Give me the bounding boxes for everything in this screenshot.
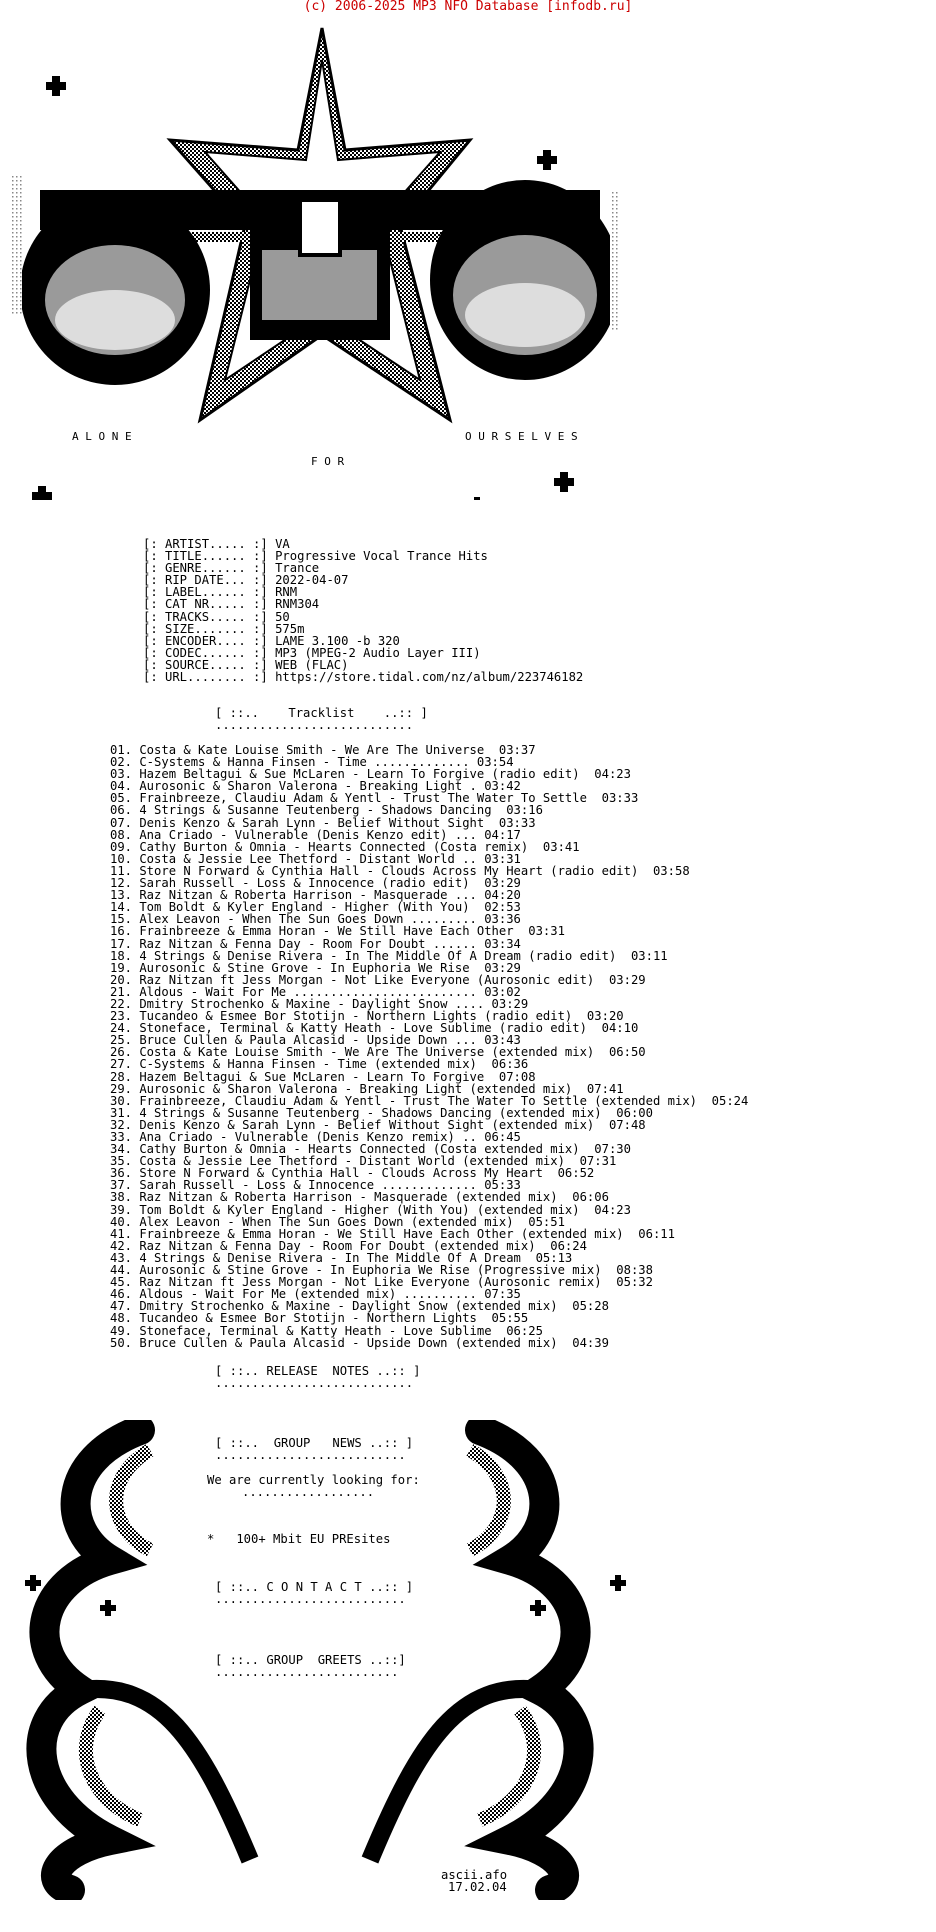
- track-row: 26. Costa & Kate Louise Smith - We Are The Universe (extended mix) 06:50: [110, 1045, 646, 1060]
- info-value: 575m: [275, 621, 305, 636]
- info-value: Trance: [275, 561, 320, 576]
- track-row: 13. Raz Nitzan & Roberta Harrison - Masquerade ... 04:20: [110, 888, 521, 903]
- info-value: Progressive Vocal Trance Hits: [275, 549, 488, 564]
- track-row: 02. C-Systems & Hanna Finsen - Time ............. 03:54: [110, 755, 514, 770]
- track-row: 05. Frainbreeze, Claudiu Adam & Yentl - Trust The Water To Settle 03:33: [110, 791, 639, 806]
- release-notes-header: [ ::.. RELEASE NOTES ..:: ]: [215, 1364, 421, 1378]
- track-row: 06. 4 Strings & Susanne Teutenberg - Shadows Dancing 03:16: [110, 803, 543, 818]
- track-row: 01. Costa & Kate Louise Smith - We Are The Universe 03:37: [110, 743, 536, 757]
- track-row: 08. Ana Criado - Vulnerable (Denis Kenzo edit) ... 04:17: [110, 827, 521, 842]
- info-value: https://store.tidal.com/nz/album/223746182: [275, 670, 584, 685]
- info-key: [: LABEL...... :]: [143, 585, 268, 600]
- track-row: 25. Bruce Cullen & Paula Alcasid - Upside Down ... 03:43: [110, 1033, 521, 1048]
- track-row: 37. Sarah Russell - Loss & Innocence ............. 05:33: [110, 1178, 521, 1193]
- track-row: 28. Hazem Beltagui & Sue McLaren - Learn To Forgive 07:08: [110, 1069, 536, 1084]
- info-key: [: TRACKS..... :]: [143, 609, 268, 624]
- looking-for-text: We are currently looking for:: [207, 1473, 420, 1487]
- info-key: [: CAT NR..... :]: [143, 597, 268, 612]
- track-row: 10. Costa & Jessie Lee Thetford - Distant World .. 03:31: [110, 851, 521, 866]
- track-row: 09. Cathy Burton & Omnia - Hearts Connected (Costa remix) 03:41: [110, 839, 580, 854]
- logo-word-alone: A L O N E: [72, 430, 132, 443]
- track-row: 35. Costa & Jessie Lee Thetford - Distant World (extended mix) 07:31: [110, 1154, 617, 1169]
- info-key: [: RIP DATE... :]: [143, 573, 268, 588]
- tracklist-header: [ ::.. Tracklist ..:: ]: [215, 706, 428, 720]
- track-row: 41. Frainbreeze & Emma Horan - We Still Have Each Other (extended mix) 06:11: [110, 1226, 675, 1241]
- track-row: 29. Aurosonic & Sharon Valerona - Breaking Light (extended mix) 07:41: [110, 1081, 624, 1096]
- track-row: 38. Raz Nitzan & Roberta Harrison - Masquerade (extended mix) 06:06: [110, 1190, 609, 1205]
- info-key: [: ENCODER.... :]: [143, 633, 268, 648]
- release-notes-rule: ...........................: [215, 1376, 414, 1390]
- info-row: [143, 671, 583, 683]
- track-row: 36. Store N Forward & Cynthia Hall - Clouds Across My Heart 06:52: [110, 1166, 595, 1181]
- track-row: 31. 4 Strings & Susanne Teutenberg - Shadows Dancing (extended mix) 06:00: [110, 1105, 653, 1120]
- info-value: LAME 3.100 -b 320: [275, 633, 400, 648]
- track-row: 48. Tucandeo & Esmee Bor Stotijn - Northern Lights 05:55: [110, 1311, 529, 1326]
- tracklist-rule: ...........................: [215, 718, 414, 732]
- release-info: [143, 538, 583, 683]
- track-row: 03. Hazem Beltagui & Sue McLaren - Learn To Forgive (radio edit) 04:23: [110, 767, 631, 782]
- track-row: 07. Denis Kenzo & Sarah Lynn - Belief Without Sight 03:33: [110, 815, 536, 830]
- info-value: RNM: [275, 585, 298, 600]
- track-row: 20. Raz Nitzan ft Jess Morgan - Not Like Everyone (Aurosonic edit) 03:29: [110, 972, 646, 987]
- track-row: 14. Tom Boldt & Kyler England - Higher (With You) 02:53: [110, 900, 521, 915]
- info-value: 2022-04-07: [275, 573, 349, 588]
- track-row: 22. Dmitry Strochenko & Maxine - Daylight Snow .... 03:29: [110, 996, 529, 1011]
- track-row: 11. Store N Forward & Cynthia Hall - Clouds Across My Heart (radio edit) 03:58: [110, 863, 690, 878]
- track-row: 33. Ana Criado - Vulnerable (Denis Kenzo remix) .. 06:45: [110, 1130, 521, 1144]
- group-news-rule: ..........................: [215, 1448, 406, 1462]
- track-row: 16. Frainbreeze & Emma Horan - We Still Have Each Other 03:31: [110, 924, 565, 939]
- info-key: [: GENRE...... :]: [143, 561, 268, 576]
- track-row: 40. Alex Leavon - When The Sun Goes Down (extended mix) 05:51: [110, 1214, 565, 1229]
- track-row: 19. Aurosonic & Stine Grove - In Euphoria We Rise 03:29: [110, 960, 521, 975]
- ascii-date: 17.02.04: [448, 1880, 507, 1894]
- info-value: MP3 (MPEG-2 Audio Layer III): [275, 645, 481, 660]
- looking-for-item: * 100+ Mbit EU PREsites: [207, 1532, 391, 1546]
- looking-for-rule: ..................: [242, 1485, 375, 1499]
- ascii-credit: ascii.afo: [441, 1868, 508, 1882]
- track-row: 32. Denis Kenzo & Sarah Lynn - Belief Without Sight (extended mix) 07:48: [110, 1117, 646, 1132]
- track-row: 42. Raz Nitzan & Fenna Day - Room For Doubt (extended mix) 06:24: [110, 1238, 587, 1253]
- track-row: 50. Bruce Cullen & Paula Alcasid - Upside Down (extended mix) 04:39: [110, 1335, 609, 1350]
- contact-header: [ ::.. C O N T A C T ..:: ]: [215, 1580, 414, 1594]
- track-row: 47. Dmitry Strochenko & Maxine - Daylight Snow (extended mix) 05:28: [110, 1299, 609, 1314]
- group-news-header: [ ::.. GROUP NEWS ..:: ]: [215, 1436, 414, 1450]
- info-key: [: TITLE...... :]: [143, 549, 268, 564]
- info-key: [: URL........ :]: [143, 670, 268, 685]
- track-row: 12. Sarah Russell - Loss & Innocence (radio edit) 03:29: [110, 876, 521, 891]
- track-row: 39. Tom Boldt & Kyler England - Higher (With You) (extended mix) 04:23: [110, 1202, 631, 1217]
- info-key: [: CODEC...... :]: [143, 645, 268, 660]
- tracklist: [110, 744, 748, 1349]
- track-row: 23. Tucandeo & Esmee Bor Stotijn - Northern Lights (radio edit) 03:20: [110, 1009, 624, 1024]
- contact-rule: ..........................: [215, 1592, 406, 1606]
- greets-header: [ ::.. GROUP GREETS ..::]: [215, 1653, 406, 1667]
- info-key: [: ARTIST..... :]: [143, 537, 268, 551]
- track-row: 15. Alex Leavon - When The Sun Goes Down ......... 03:36: [110, 912, 521, 927]
- logo-word-ourselves: O U R S E L V E S: [465, 430, 578, 443]
- track-row: 43. 4 Strings & Denise Rivera - In The Middle Of A Dream 05:13: [110, 1250, 573, 1265]
- track-row: 21. Aldous - Wait For Me ......................... 03:02: [110, 984, 521, 999]
- info-value: 50: [275, 609, 290, 624]
- track-row: 44. Aurosonic & Stine Grove - In Euphoria We Rise (Progressive mix) 08:38: [110, 1263, 653, 1278]
- info-key: [: SOURCE..... :]: [143, 657, 268, 672]
- track-row: 30. Frainbreeze, Claudiu Adam & Yentl - Trust The Water To Settle (extended mix) 05:24: [110, 1093, 749, 1108]
- info-value: WEB (FLAC): [275, 657, 349, 672]
- track-row: 18. 4 Strings & Denise Rivera - In The Middle Of A Dream (radio edit) 03:11: [110, 948, 668, 963]
- track-row: 49. Stoneface, Terminal & Katty Heath - Love Sublime 06:25: [110, 1323, 543, 1338]
- track-row: 04. Aurosonic & Sharon Valerona - Breaking Light . 03:42: [110, 779, 521, 794]
- track-row: 45. Raz Nitzan ft Jess Morgan - Not Like Everyone (Aurosonic remix) 05:32: [110, 1275, 653, 1290]
- greets-rule: .........................: [215, 1665, 399, 1679]
- track-row: 17. Raz Nitzan & Fenna Day - Room For Doubt ...... 03:34: [110, 936, 521, 951]
- info-value: VA: [275, 537, 290, 551]
- logo-word-for: F O R: [311, 455, 345, 468]
- logo-art: [0, 0, 700, 500]
- track-row: 46. Aldous - Wait For Me (extended mix) .......... 07:35: [110, 1287, 521, 1302]
- track-row: 34. Cathy Burton & Omnia - Hearts Connected (Costa extended mix) 07:30: [110, 1142, 631, 1157]
- track-row: 27. C-Systems & Hanna Finsen - Time (extended mix) 06:36: [110, 1057, 529, 1072]
- info-value: RNM304: [275, 597, 320, 612]
- site-header: (c) 2006-2025 MP3 NFO Database [infodb.ru]: [303, 0, 633, 14]
- info-key: [: SIZE....... :]: [143, 621, 268, 636]
- track-row: 24. Stoneface, Terminal & Katty Heath - Love Sublime (radio edit) 04:10: [110, 1021, 639, 1036]
